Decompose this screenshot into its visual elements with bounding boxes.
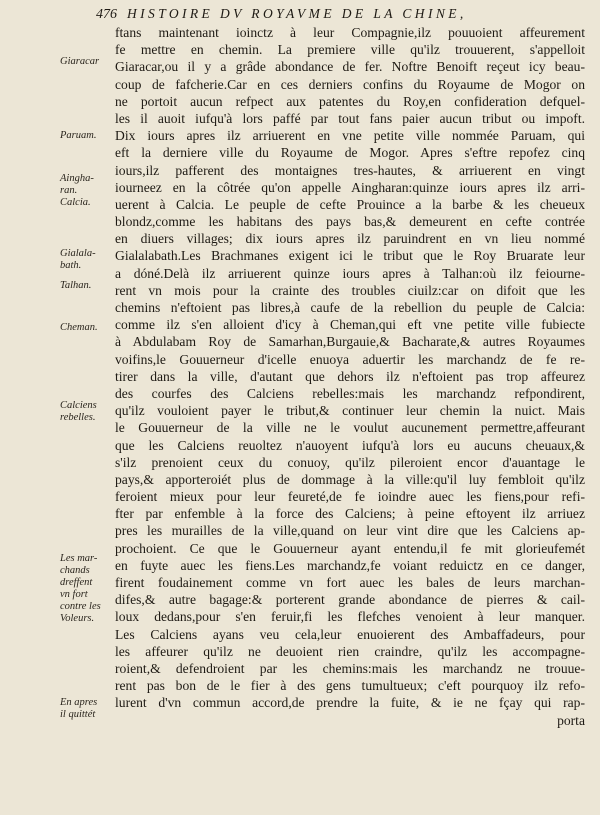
margin-note-line: Calcia. xyxy=(60,197,91,208)
margin-note-line: Gialala- xyxy=(60,248,96,259)
text-line: qu'ilz vouloient payer le tribut,& continuer leur chemin la nuict. Mais xyxy=(115,403,585,419)
text-line: pres les murailles de la ville,quand on leur vint dire que les Calciens ap- xyxy=(115,523,585,539)
text-line: fter par enfemble à la force des Calciens; à peine eftoyent ilz arriuez xyxy=(115,506,585,522)
text-line: voifins,le Gouuerneur d'icelle enuoya aduertir les marchandz de fe re- xyxy=(115,351,585,367)
margin-note xyxy=(60,130,116,142)
page-number: 476 xyxy=(96,7,117,22)
text-line: en fuyte auec les fiens.Les marchandz,fe voiant reduictz en ce danger, xyxy=(115,557,585,573)
text-line: les affeurer qu'ilz ne deuoient rien craindre, qu'ilz les accompagne- xyxy=(115,643,585,659)
text-line: rent pas bon de le fier à des gens tumultueux; c'eft pourquoy ilz refo- xyxy=(115,678,585,694)
margin-note-line: Talhan. xyxy=(60,280,92,291)
text-line: des courfes des Calciens rebelles:mais les marchandz refpondirent, xyxy=(115,385,585,401)
margin-note xyxy=(60,248,116,272)
margin-note xyxy=(60,553,116,625)
text-line: chemins n'eftoient pas libres,à caufe de la rebellion du peuple de Calcia: xyxy=(115,300,585,315)
text-line: loux dedans,pour s'en feruir,fi les flefches venoient à leur manquer. xyxy=(115,609,585,625)
margin-note-line: Les mar- xyxy=(60,553,98,564)
page-header xyxy=(96,6,582,26)
margin-note-line: rebelles. xyxy=(60,412,96,423)
margin-note xyxy=(60,56,116,68)
text-line: lurent d'vn commun accord,de prendre la fuite, & ie ne fçay qui rap- xyxy=(115,695,585,711)
text-line: a dóné.Delà ilz arriuerent quinze iours apres à Talhan:où ilz feiourne- xyxy=(115,265,585,281)
margin-note-line: Paruam. xyxy=(60,130,97,141)
margin-note-line: ran. xyxy=(60,185,78,196)
text-line: les il auoit iufqu'à lors paffé par tout fans paier aucun tribut ou impoft. xyxy=(115,110,585,126)
text-line: Giaracar,ou il y a grâde abondance de fer. Noftre Benoift reçeut icy beau- xyxy=(115,59,585,75)
margin-note-line: Voleurs. xyxy=(60,613,95,624)
text-line: ne portoit aucun refpect aux patentes du Roy,en confideration defquel- xyxy=(115,93,585,109)
margin-note-line: Giaracar xyxy=(60,56,100,67)
text-line: tirer dans la ville, d'autant que dehors ilz n'eftoient pas trop affeurez xyxy=(115,368,585,384)
text-line: le Gouuerneur de la ville ne le voulut aucunement permettre,affeurant xyxy=(115,420,585,436)
margin-note xyxy=(60,400,116,424)
text-line: eft la derniere ville du Royaume de Mogor. Apres s'eftre repofez cinq xyxy=(115,145,585,161)
text-line: s'ilz prenoient ceux du conuoy, qu'ilz pileroient encor d'auantage le xyxy=(115,454,585,470)
margin-note xyxy=(60,173,116,209)
body-text xyxy=(115,24,585,804)
text-line: pays,& apporteroiét plus de dommage à la ville:qu'il luy fembloit qu'ilz xyxy=(115,471,585,487)
running-title: HISTOIRE DV ROYAVME DE LA CHINE, xyxy=(127,6,467,21)
text-line: firent foudainement comme vn fort auec les bales de leurs marchan- xyxy=(115,575,585,590)
margin-note-line: Aingha- xyxy=(60,173,94,184)
text-line: ftans maintenant ioinctz à leur Compagnie,ilz pouuoient affeurement xyxy=(115,25,585,40)
margin-note-line: Cheman. xyxy=(60,322,98,333)
margin-note-line: dreffent xyxy=(60,577,93,588)
text-line: feroient mieux pour leur feureté,de fe ioindre auec les fiens,pour refi- xyxy=(115,489,585,505)
text-line: uerent à Calcia. Le peuple de cefte Prouince a la barbe & les cheueux xyxy=(115,196,585,212)
text-line: en diuers villages; dix iours apres ilz paruindrent en vn lieu nommé xyxy=(115,231,585,247)
text-line: blondz,comme les habitans des pays bas,& demeurent en cefte contrée xyxy=(115,214,585,230)
text-line: prochoient. Ce que le Gouuerneur ayant entendu,il fe mit glorieufemét xyxy=(115,540,585,556)
text-line: rent vn mois pour la crainte des troubles ciuilz:car on difoit que les xyxy=(115,282,585,298)
text-line: Les Calciens ayans veu cela,leur enuoierent des Ambaffadeurs, pour xyxy=(115,626,585,642)
margin-note xyxy=(60,322,116,334)
text-line: fe mettre en chemin. La premiere ville qu'ilz trouuerent, s'appelloit xyxy=(115,42,585,58)
margin-note-line: chands xyxy=(60,565,90,576)
text-line: difes,& autre bagage:& porterent grande abondance de pierres & cail- xyxy=(115,592,585,608)
text-line: que les Calciens reuoltez n'auoyent iufqu'à lors eu aucuns cheuaux,& xyxy=(115,437,585,453)
text-line: Dix iours apres ilz arriuerent en vne petite ville nommée Paruam, qui xyxy=(115,128,585,144)
text-line: roient,& defendroient par les chemins:mais les marchandz ne trouue- xyxy=(115,660,585,676)
margin-note xyxy=(60,280,116,292)
margin-note-line: contre les xyxy=(60,601,101,612)
catchword: porta xyxy=(557,712,585,728)
margin-note-line: En apres xyxy=(60,697,98,708)
margin-note-line: bath. xyxy=(60,260,82,271)
margin-note xyxy=(60,697,116,721)
margin-note-line: Calciens xyxy=(60,400,97,411)
text-line: à Abdulabam Roy de Samarhan,Burgauie,& Bacharate,& autres Royaumes xyxy=(115,334,585,350)
text-line: Gialalabath.Les Brachmanes exigent ici le tribut que le Roy Bruarate leur xyxy=(115,248,585,264)
text-line: coup de fafcherie.Car en ces derniers confins du Royaume de Mogor on xyxy=(115,76,585,92)
text-line: iourneez en la côtrée qu'on appelle Aingharan:quinze iours apres ilz arri- xyxy=(115,179,585,195)
text-line: iours,ilz pafferent des montaignes tres-hautes, & arriuerent en vingt xyxy=(115,162,585,178)
margin-note-line: vn fort xyxy=(60,589,88,600)
margin-note-line: il quittét xyxy=(60,709,96,720)
text-line: comme ilz s'en alloient d'icy à Cheman,qui eft vne petite ville fubiecte xyxy=(115,317,585,333)
